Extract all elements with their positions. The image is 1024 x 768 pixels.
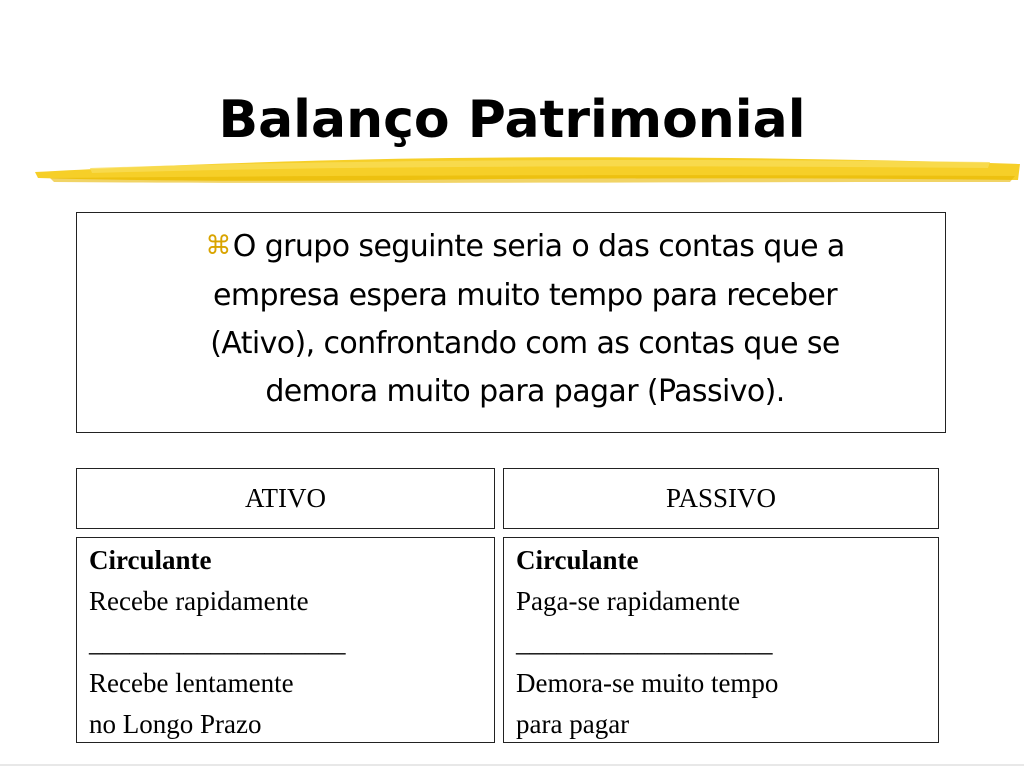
bullet-box: [76, 212, 946, 433]
ativo-header: ATIVO: [76, 468, 495, 529]
bullet-line-1-text: O grupo seguinte seria o das contas que a: [232, 229, 845, 264]
bullet-line-4: demora muito para pagar (Passivo).: [265, 374, 785, 409]
z-bullet-icon: ⌘: [205, 231, 231, 261]
bullet-paragraph: [125, 223, 925, 416]
passivo-body: [503, 537, 939, 743]
slide-title: Balanço Patrimonial: [218, 90, 806, 150]
passivo-line-4: para pagar: [516, 709, 630, 739]
ativo-line-4: no Longo Prazo: [89, 709, 262, 739]
bullet-line-2: empresa espera muito tempo para receber: [212, 278, 838, 313]
ativo-divider-line: ___________________: [89, 627, 346, 657]
bullet-line-1: [125, 223, 925, 272]
title-highlight-stroke: [30, 148, 1024, 192]
passivo-line-1: Paga-se rapidamente: [516, 586, 741, 616]
ativo-body: [76, 537, 495, 743]
passivo-line-3: Demora-se muito tempo: [516, 668, 779, 698]
passivo-header: PASSIVO: [503, 468, 939, 529]
ativo-line-1: Recebe rapidamente: [89, 586, 309, 616]
passivo-divider-line: ___________________: [516, 627, 773, 657]
ativo-section-title: Circulante: [89, 545, 212, 575]
bullet-line-3: (Ativo), confrontando com as contas que se: [210, 326, 840, 361]
passivo-section-title: Circulante: [516, 545, 639, 575]
bottom-edge-line: [0, 764, 1024, 766]
ativo-line-3: Recebe lentamente: [89, 668, 294, 698]
